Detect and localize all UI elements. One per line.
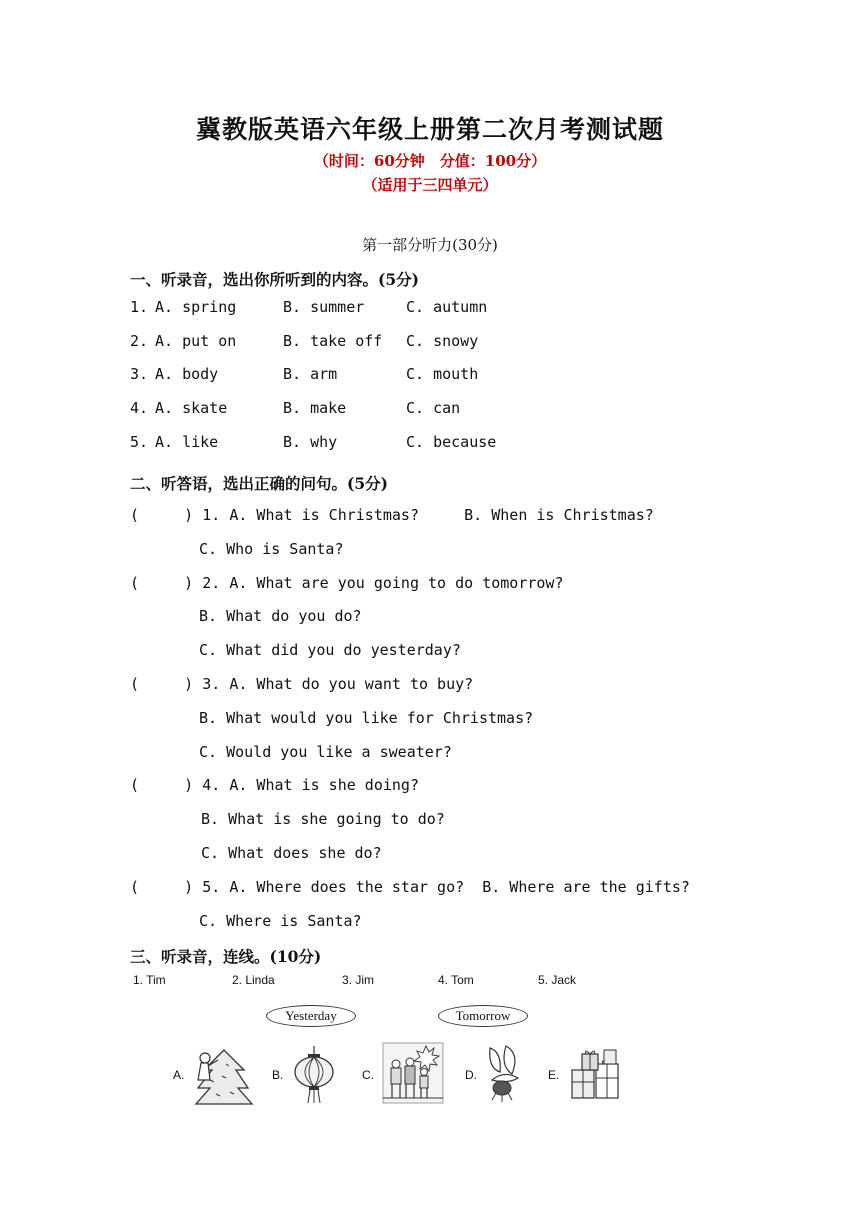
- s2-question-line: ( ) 5. A. Where does the star go? B. Where are the gifts?: [130, 878, 690, 896]
- s1-option-a: A. spring: [155, 298, 237, 316]
- vegetables-icon: [482, 1044, 526, 1104]
- s1-num: 2.: [130, 332, 149, 350]
- time-score-note: （时间：60分钟 分值：100分）: [313, 152, 547, 170]
- picture-letter: D.: [465, 1068, 477, 1082]
- s2-option-line: B. What do you do?: [199, 607, 362, 625]
- section1-heading: 一、听录音，选出你所听到的内容。(5分): [130, 270, 419, 289]
- picture-letter: C.: [362, 1068, 374, 1082]
- s1-option-c: C. because: [406, 433, 497, 451]
- s2-question-line: ( ) 4. A. What is she doing?: [130, 776, 419, 794]
- s1-option-c: C. can: [406, 399, 461, 417]
- section3-heading: 三、听录音，连线。(10分): [130, 947, 322, 966]
- part-title: 第一部分听力(30分): [362, 236, 498, 254]
- s1-option-b: B. arm: [283, 365, 338, 383]
- s2-question-line: ( ) 3. A. What do you want to buy?: [130, 675, 474, 693]
- s1-option-c: C. autumn: [406, 298, 488, 316]
- picture-letter: B.: [272, 1068, 284, 1082]
- section2-heading: 二、听答语，选出正确的问句。(5分): [130, 474, 388, 493]
- tomorrow-oval: Tomorrow: [438, 1005, 528, 1027]
- s1-option-a: A. like: [155, 433, 219, 451]
- s1-option-a: A. body: [155, 365, 219, 383]
- s2-option-line: B. What would you like for Christmas?: [199, 709, 534, 727]
- s2-option-line: C. What did you do yesterday?: [199, 641, 461, 659]
- s2-option-line: C. Where is Santa?: [199, 912, 362, 930]
- s1-num: 3.: [130, 365, 149, 383]
- s1-option-b: B. make: [283, 399, 347, 417]
- s1-num: 1.: [130, 298, 149, 316]
- s2-option-line: C. Would you like a sweater?: [199, 743, 452, 761]
- s2-option-line: C. Who is Santa?: [199, 540, 344, 558]
- s1-option-b: B. take off: [283, 332, 383, 350]
- s1-option-c: C. snowy: [406, 332, 479, 350]
- s1-num: 5.: [130, 433, 149, 451]
- s2-question-line: ( ) 1. A. What is Christmas? B. When is Christmas?: [130, 506, 654, 524]
- picture-letter: A.: [173, 1068, 185, 1082]
- scope-note: （适用于三四单元）: [362, 176, 498, 194]
- s2-option-line: B. What is she going to do?: [201, 810, 445, 828]
- s2-question-line: ( ) 2. A. What are you going to do tomorrow?: [130, 574, 564, 592]
- s1-option-a: A. put on: [155, 332, 237, 350]
- s1-option-a: A. skate: [155, 399, 228, 417]
- name-label: 4. Tom: [438, 973, 474, 987]
- family-icon: [382, 1042, 444, 1104]
- s1-option-b: B. why: [283, 433, 338, 451]
- s1-option-b: B. summer: [283, 298, 365, 316]
- name-label: 5. Jack: [538, 973, 577, 987]
- s1-num: 4.: [130, 399, 149, 417]
- gifts-icon: [568, 1046, 622, 1102]
- picture-letter: E.: [548, 1068, 560, 1082]
- s2-option-line: C. What does she do?: [201, 844, 382, 862]
- s1-option-c: C. mouth: [406, 365, 479, 383]
- yesterday-oval: Yesterday: [266, 1005, 356, 1027]
- page-title: 冀教版英语六年级上册第二次月考测试题: [195, 115, 664, 144]
- name-label: 2. Linda: [232, 973, 275, 987]
- name-label: 3. Jim: [342, 973, 375, 987]
- name-label: 1. Tim: [133, 973, 166, 987]
- lantern-icon: [292, 1046, 336, 1104]
- christmas-tree-icon: [192, 1046, 254, 1106]
